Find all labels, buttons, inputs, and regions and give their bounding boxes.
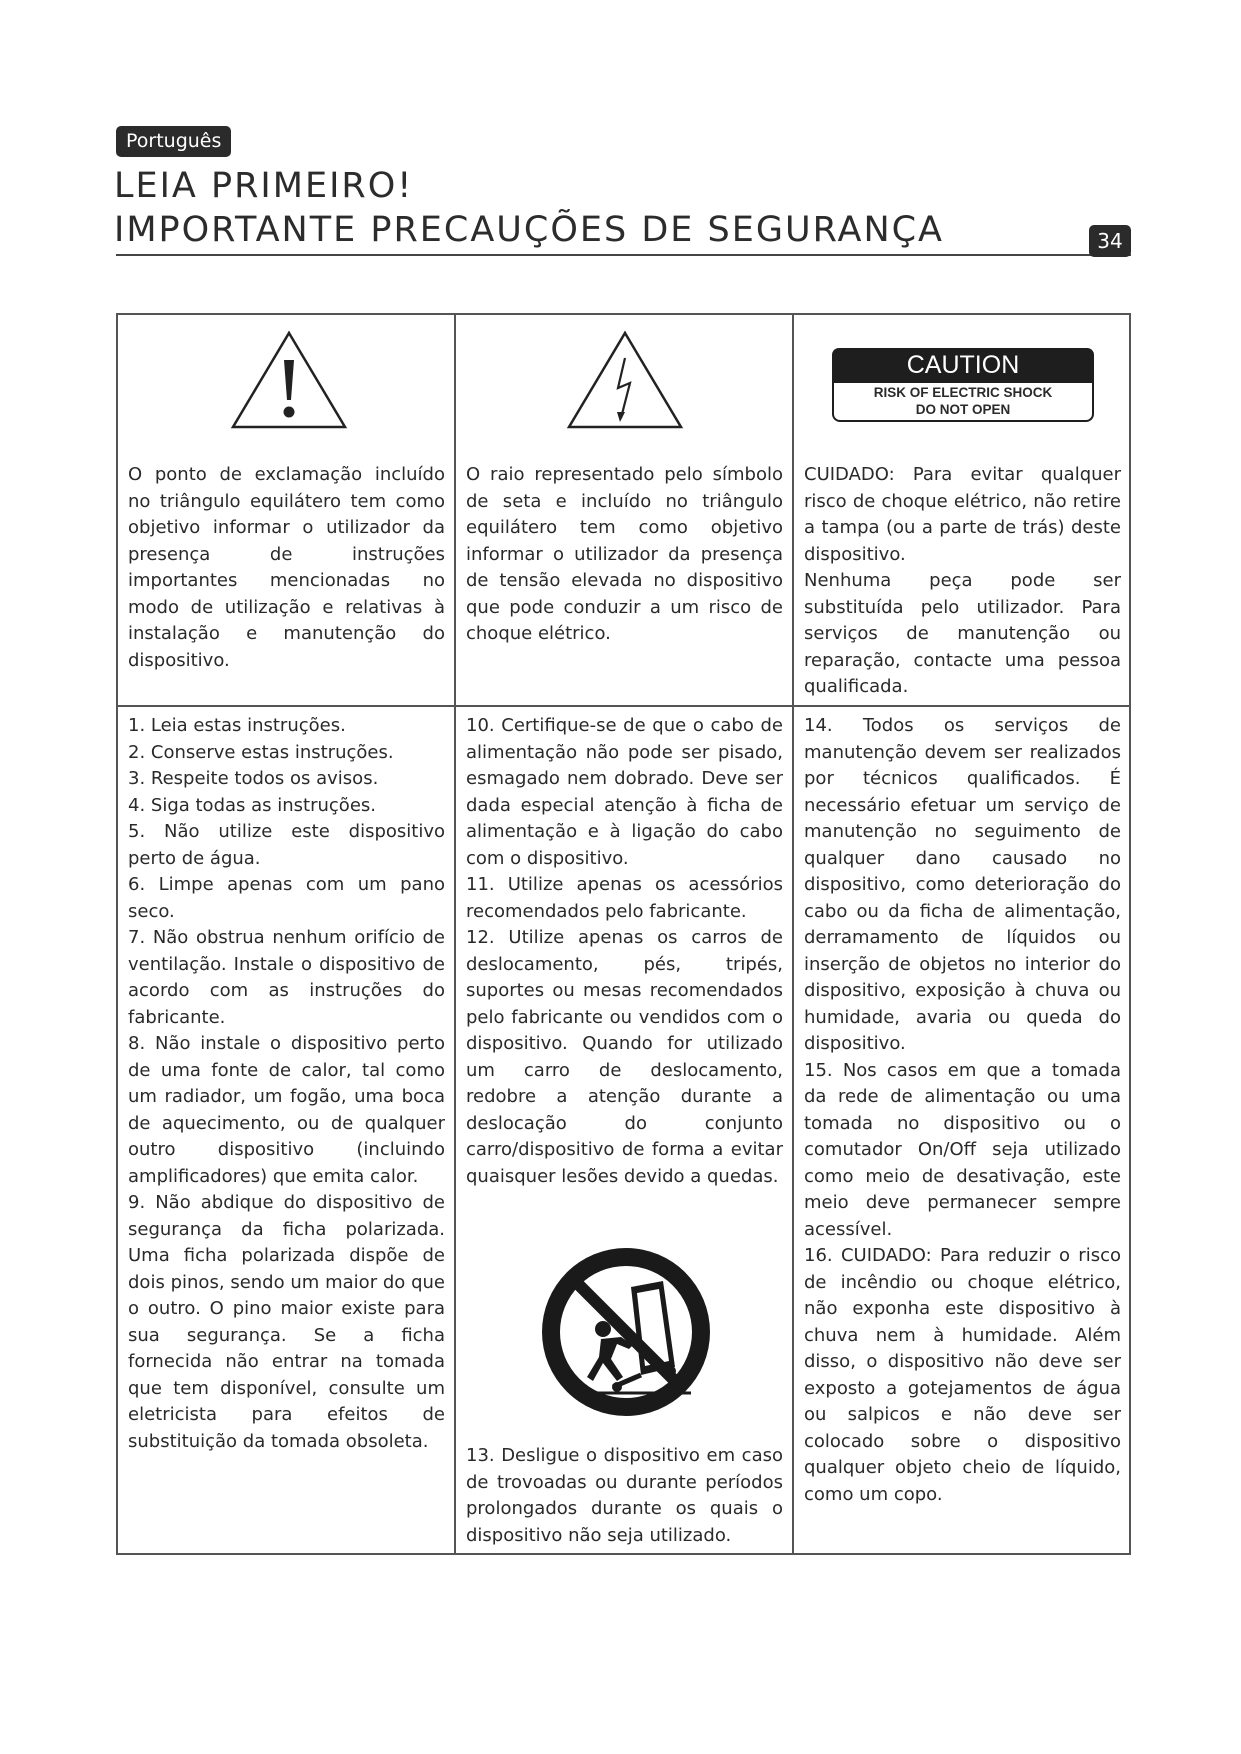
- page-number: 34: [1089, 225, 1131, 257]
- exclamation-description: O ponto de exclamação incluído no triângulo equilátero tem como objetivo informar o utilizador da presença de instruções importantes mencionadas no modo de utilização e relativas à instalação e manutenção do dispositivo.: [128, 464, 445, 671]
- caution-label: [832, 348, 1094, 421]
- instructions-column-3: [804, 713, 1121, 1508]
- caution-description: [804, 462, 1121, 701]
- instruction-item: 2. Conserve estas instruções.: [128, 741, 394, 763]
- page-title-line1: LEIA PRIMEIRO!: [114, 166, 414, 206]
- caution-line1: RISK OF ELECTRIC SHOCK: [873, 385, 1053, 400]
- caution-subtitle: [832, 383, 1094, 422]
- instruction-item: 7. Não obstrua nenhum orifício de ventilação. Instale o dispositivo de acordo com as instruções do fabricante.: [128, 927, 445, 1028]
- column-divider-2: [792, 315, 794, 1553]
- no-cart-tipover-icon: [541, 1247, 711, 1421]
- instruction-item: 5. Não utilize este dispositivo perto de água.: [128, 821, 445, 869]
- language-badge: Português: [116, 126, 231, 157]
- instruction-item: 9. Não abdique do dispositivo de segurança da ficha polarizada. Uma ficha polarizada dispõe de dois pinos, sendo um maior do que o outro. O pino maior existe para sua segurança. Se a ficha fornecida não entrar na tomada que tem disponível, consulte um eletricista para efeitos de substituição da tomada obsoleta.: [128, 1192, 445, 1452]
- instruction-item: 16. CUIDADO: Para reduzir o risco de incêndio ou choque elétrico, não exponha este dispositivo à chuva nem à humidade. Além disso, o dispositivo não deve ser exposto a gotejamentos de água ou salpicos e não deve ser colocado sobre o dispositivo qualquer objeto cheio de líquido, como um copo.: [804, 1245, 1121, 1505]
- instruction-item: 10. Certifique-se de que o cabo de alimentação não pode ser pisado, esmagado nem dobrado. Deve ser dada especial atenção à ficha de alimentação e à ligação do cabo com o dispositivo.: [466, 715, 783, 869]
- instruction-item: 3. Respeite todos os avisos.: [128, 768, 379, 789]
- instructions-column-2-bottom: [466, 1443, 783, 1549]
- lightning-description: O raio representado pelo símbolo de seta e incluído no triângulo equilátero tem como objetivo informar o utilizador da presença de tensão elevada no dispositivo que pode conduzir a um risco de choque elétrico.: [466, 464, 783, 644]
- caution-paragraph-1: CUIDADO: Para evitar qualquer risco de choque elétrico, não retire a tampa (ou a parte de trás) deste dispositivo.: [804, 464, 1121, 565]
- safety-table: [116, 313, 1131, 1555]
- exclamation-triangle-icon: [230, 330, 348, 434]
- instruction-item: 4. Siga todas as instruções.: [128, 794, 376, 816]
- instruction-item: 11. Utilize apenas os acessórios recomendados pelo fabricante.: [466, 874, 783, 922]
- page-title-line2: IMPORTANTE PRECAUÇÕES DE SEGURANÇA: [114, 210, 945, 250]
- column-divider-1: [454, 315, 456, 1553]
- row-divider: [118, 705, 1129, 707]
- caution-title: CAUTION: [832, 348, 1094, 383]
- instruction-item: 6. Limpe apenas com um pano seco.: [128, 874, 445, 922]
- instruction-item: 15. Nos casos em que a tomada da rede de alimentação ou uma tomada no dispositivo ou o comutador On/Off seja utilizado como meio de desativação, este meio deve permanecer sempre acessível.: [804, 1059, 1121, 1240]
- instructions-column-2: [466, 713, 783, 1190]
- instruction-item: 14. Todos os serviços de manutenção devem ser realizados por técnicos qualificados. É necessário efetuar um serviço de manutenção no seguimento de qualquer dano causado no dispositivo, como deterioração do cabo ou da ficha de alimentação, derramamento de líquidos ou inserção de objetos no interior do dispositivo, exposição à chuva ou humidade, avaria ou queda do dispositivo.: [804, 715, 1121, 1054]
- caution-line2: DO NOT OPEN: [915, 402, 1011, 417]
- caution-paragraph-2: Nenhuma peça pode ser substituída pelo utilizador. Para serviços de manutenção ou reparação, contacte uma pessoa qualificada.: [804, 570, 1121, 697]
- instruction-item: 13. Desligue o dispositivo em caso de trovoadas ou durante períodos prolongados durante os quais o dispositivo não seja utilizado.: [466, 1445, 783, 1546]
- instruction-item: 12. Utilize apenas os carros de deslocamento, pés, tripés, suportes ou mesas recomendados pelo fabricante ou vendidos com o dispositivo. Quando for utilizado um carro de deslocamento, redobre a atenção durante a deslocação do conjunto carro/dispositivo de forma a evitar quaisquer lesões devido a quedas.: [466, 927, 783, 1187]
- instruction-item: 1. Leia estas instruções.: [128, 715, 346, 736]
- title-underline: [116, 254, 1131, 256]
- instructions-column-1: [128, 713, 445, 1455]
- instruction-item: 8. Não instale o dispositivo perto de uma fonte de calor, tal como um radiador, um fogão, uma boca de aquecimento, ou de qualquer outro dispositivo (incluindo amplificadores) que emita calor.: [128, 1033, 445, 1187]
- lightning-triangle-icon: [566, 330, 684, 434]
